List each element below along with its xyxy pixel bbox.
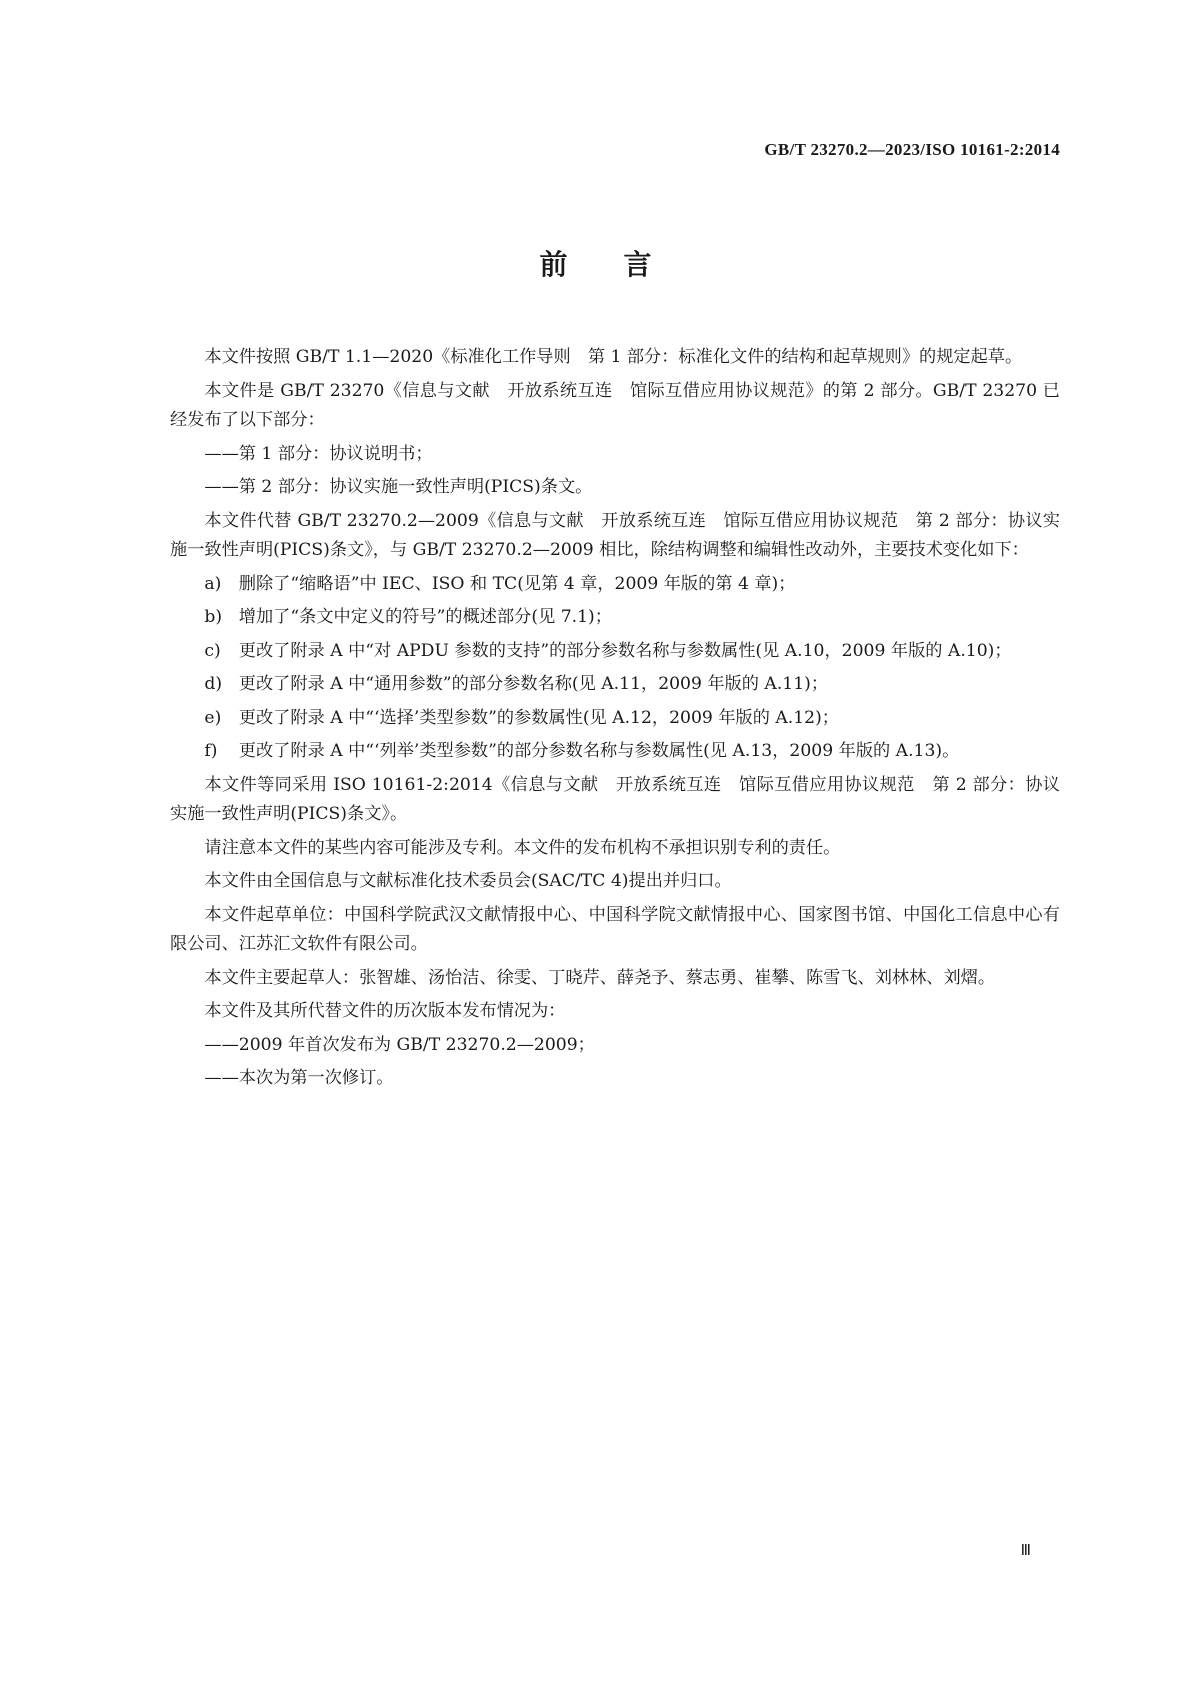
change-label: c) bbox=[204, 640, 221, 661]
change-text: 增加了“条文中定义的符号”的概述部分(见 7.1)； bbox=[238, 607, 612, 627]
paragraph-series-part: 本文件是 GB/T 23270《信息与文献 开放系统互连 馆际互借应用协议规范》的第 2 部分。GB/T 23270 已经发布了以下部分： bbox=[170, 380, 1060, 430]
paragraph-proposer: 本文件由全国信息与文献标准化技术委员会(SAC/TC 4)提出并归口。 bbox=[204, 871, 732, 891]
paragraph-drafting-rules: 本文件按照 GB/T 1.1—2020《标准化工作导则 第 1 部分：标准化文件的结构和起草规则》的规定起草。 bbox=[204, 347, 1023, 367]
dash-item-revision: ——本次为第一次修订。 bbox=[204, 1068, 394, 1088]
change-item-a bbox=[170, 570, 1060, 600]
change-text: 删除了“缩略语”中 IEC、ISO 和 TC(见第 4 章，2009 年版的第 4 章)； bbox=[238, 573, 796, 594]
dash-item-part1: ——第 1 部分：协议说明书； bbox=[204, 443, 433, 464]
dash-item-part2: ——第 2 部分：协议实施一致性声明(PICS)条文。 bbox=[204, 477, 593, 497]
change-label: e) bbox=[204, 707, 222, 728]
change-label: f) bbox=[204, 741, 218, 761]
change-item-b bbox=[170, 603, 1060, 633]
change-label: b) bbox=[204, 607, 223, 627]
paragraph-drafting-units: 本文件起草单位：中国科学院武汉文献情报中心、中国科学院文献情报中心、国家图书馆、中国化工信息中心有限公司、江苏汇文软件有限公司。 bbox=[170, 904, 1060, 954]
page-title: 前言 bbox=[539, 248, 708, 281]
change-item-f bbox=[170, 737, 1060, 767]
change-label: d) bbox=[204, 674, 223, 694]
paragraph-history: 本文件及其所代替文件的历次版本发布情况为： bbox=[204, 1001, 566, 1021]
change-text: 更改了附录 A 中“‘列举’类型参数”的部分参数名称与参数属性(见 A.13，2009 年版的 A.13)。 bbox=[238, 741, 960, 761]
standard-code: GB/T 23270.2—2023/ISO 10161-2:2014 bbox=[764, 140, 1060, 159]
change-label: a) bbox=[204, 573, 222, 594]
paragraph-patent-notice: 请注意本文件的某些内容可能涉及专利。本文件的发布机构不承担识别专利的责任。 bbox=[204, 837, 841, 858]
paragraph-drafters: 本文件主要起草人：张智雄、汤怡洁、徐雯、丁晓芹、薛尧予、蔡志勇、崔攀、陈雪飞、刘林林、刘熠。 bbox=[204, 967, 996, 988]
change-text: 更改了附录 A 中“‘选择’类型参数”的参数属性(见 A.12，2009 年版的 A.12)； bbox=[238, 707, 839, 728]
page-number: Ⅲ bbox=[1020, 1543, 1031, 1559]
change-item-e bbox=[170, 704, 1060, 734]
paragraph-replacement: 本文件代替 GB/T 23270.2—2009《信息与文献 开放系统互连 馆际互借应用协议规范 第 2 部分：协议实施一致性声明(PICS)条文》，与 GB/T 23270.2—2009 相比，除结构调整和编辑性改动外，主要技术变化如下： bbox=[170, 510, 1060, 560]
dash-item-2009: ——2009 年首次发布为 GB/T 23270.2—2009； bbox=[204, 1034, 595, 1055]
change-item-d bbox=[170, 670, 1060, 700]
change-text: 更改了附录 A 中“通用参数”的部分参数名称(见 A.11，2009 年版的 A.11)； bbox=[238, 674, 829, 694]
change-item-c bbox=[170, 637, 1060, 667]
change-text: 更改了附录 A 中“对 APDU 参数的支持”的部分参数名称与参数属性(见 A.10，2009 年版的 A.10)； bbox=[238, 640, 1012, 661]
foreword-body bbox=[170, 343, 1060, 1098]
paragraph-identical-adoption: 本文件等同采用 ISO 10161-2:2014《信息与文献 开放系统互连 馆际互借应用协议规范 第 2 部分：协议实施一致性声明(PICS)条文》。 bbox=[170, 774, 1060, 824]
